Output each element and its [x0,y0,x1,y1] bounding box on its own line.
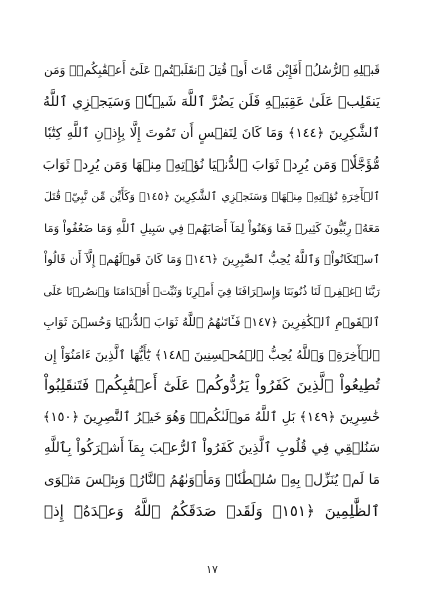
text-line-5: ٱلۡأٓخِرَةِ نُؤۡتِهِۦ مِنۡهَاۚ وَسَنَجۡزِي ٱلشَّٰكِرِينَ ﴿١٤٥﴾ وَكَأَيِّن مِّن نَّبِيّٖ قَٰتَلَ [44,190,381,203]
text-line-4: مُّؤَجَّلٗاۗ وَمَن يُرِدۡ ثَوَابَ ٱلدُّنۡيَا نُؤۡتِهِۦ مِنۡهَا وَمَن يُرِدۡ ثَوَابَ [42,156,380,173]
text-line-10: ٱلۡأٓخِرَةِۗ وَٱللَّهُ يُحِبُّ ٱلۡمُحۡسِنِينَ ﴿١٤٨﴾ يَٰٓأَيُّهَا ٱلَّذِينَ ءَامَنُوٓاْ إِن [44,346,380,362]
text-line-12: خَٰسِرِينَ ﴿١٤٩﴾ بَلِ ٱللَّهُ مَوۡلَىٰكُمۡۖ وَهُوَ خَيۡرُ ٱلنَّٰصِرِينَ ﴿١٥٠﴾ [42,409,380,425]
text-line-6: مَعَهُۥ رِبِّيُّونَ كَثِيرٞ فَمَا وَهَنُواْ لِمَآ أَصَابَهُمۡ فِي سَبِيلِ ٱللَّهِ وَمَا ضَعُفُواْ وَمَا [44,220,380,235]
text-line-1: قَبۡلِهِ ٱلرُّسُلُۚ أَفَإِيْن مَّاتَ أَوۡ قُتِلَ ٱنقَلَبۡتُمۡ عَلَىٰٓ أَعۡقَٰبِكُمۡۚ وَمَن [44,63,380,77]
text-line-15: ٱلظَّٰلِمِينَ ﴿١٥١﴾ وَلَقَدۡ صَدَقَكُمُ ٱللَّهُ وَعۡدَهُۥٓ إِذۡ [44,502,380,520]
quran-text-block [44,55,380,528]
text-line-13: سَنُلۡقِي فِي قُلُوبِ ٱلَّذِينَ كَفَرُواْ ٱلرُّعۡبَ بِمَآ أَشۡرَكُواْ بِٱللَّهِ [44,440,380,456]
text-line-9: ٱلۡقَوۡمِ ٱلۡكَٰفِرِينَ ﴿١٤٧﴾ فَـَٔاتَىٰهُمُ ٱللَّهُ ثَوَابَ ٱلدُّنۡيَا وَحُسۡنَ ثَوَابِ [43,315,380,329]
text-line-7: ٱسۡتَكَانُواْۗ وَٱللَّهُ يُحِبُّ ٱلصَّٰبِرِينَ ﴿١٤٦﴾ وَمَا كَانَ قَوۡلَهُمۡ إِلَّآ أَن قَالُواْ [44,252,380,266]
text-line-3: ٱلشَّٰكِرِينَ ﴿١٤٤﴾ وَمَا كَانَ لِنَفۡسٍ أَن تَمُوتَ إِلَّا بِإِذۡنِ ٱللَّهِ كِتَٰبٗا [44,126,380,141]
text-line-2: يَنقَلِبۡ عَلَىٰ عَقِبَيۡهِ فَلَن يَضُرَّ ٱللَّهَ شَيۡـٔٗاۗ وَسَيَجۡزِي ٱللَّهُ [43,93,380,110]
text-line-11: تُطِيعُواْ ٱلَّذِينَ كَفَرُواْ يَرُدُّوكُمۡ عَلَىٰٓ أَعۡقَٰبِكُمۡ فَتَنقَلِبُواْ [44,376,380,394]
text-line-8: رَبَّنَا ٱغۡفِرۡ لَنَا ذُنُوبَنَا وَإِسۡرَافَنَا فِيٓ أَمۡرِنَا وَثَبِّتۡ أَقۡدَامَنَا وَٱنصُرۡنَا عَلَى [43,284,380,298]
text-line-14: مَا لَمۡ يُنَزِّلۡ بِهِۦ سُلۡطَٰنٗاۖ وَمَأۡوَىٰهُمُ ٱلنَّارُۖ وَبِئۡسَ مَثۡوَى [44,471,380,488]
page-number: ١٧ [206,563,218,576]
